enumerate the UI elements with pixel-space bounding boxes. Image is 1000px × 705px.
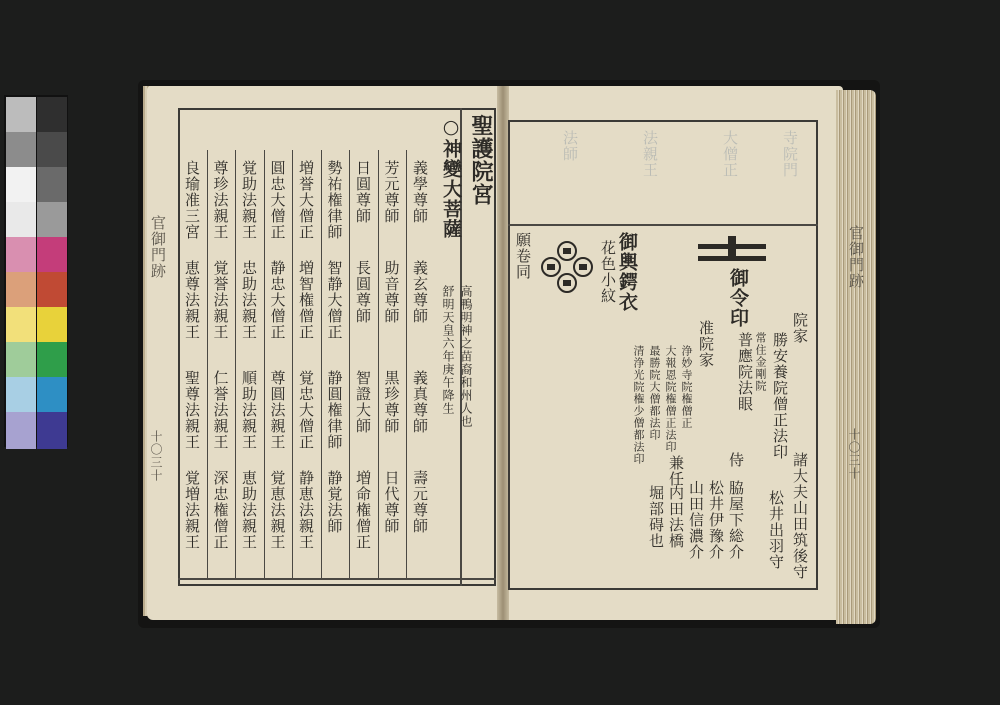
family-crest-icon <box>696 236 768 266</box>
shodaibu-member: 松井出羽守 <box>767 490 785 570</box>
column-divider <box>406 150 407 578</box>
color-calibration-chart <box>4 95 68 447</box>
samurai-label: 侍 <box>727 452 745 468</box>
palanquin-note: 花色小紋 <box>599 240 617 304</box>
calibration-swatch <box>6 167 36 204</box>
calibration-swatch <box>37 412 67 449</box>
calibration-swatch <box>6 237 36 274</box>
calibration-swatch <box>6 412 36 449</box>
lineage-name: 覚忠大僧正 <box>297 370 315 450</box>
calibration-swatch <box>37 97 67 134</box>
column-divider <box>207 150 208 578</box>
calibration-swatch <box>37 132 67 169</box>
lineage-name: 静覚法師 <box>325 470 344 534</box>
crest-label: 御令印 <box>727 268 749 328</box>
column-divider <box>235 150 236 578</box>
samurai-member: 山田信濃介 <box>687 480 705 560</box>
column-divider <box>378 150 379 578</box>
bleed-through-text: 寺院門 <box>781 130 799 178</box>
lineage-name: 恵尊法親王 <box>183 260 201 340</box>
kenjo-label: 兼任 <box>667 455 685 487</box>
lineage-name: 覚増法親王 <box>183 470 201 550</box>
right-side-number: 十〇三十 <box>847 428 861 480</box>
shodaibu-label: 諸大夫 <box>791 452 809 500</box>
lineage-name: 覚助法親王 <box>240 160 258 240</box>
lineage-name: 仁誉法親王 <box>211 370 230 450</box>
lineage-name: 芳元尊師 <box>382 160 401 224</box>
lineage-name: 覚恵法親王 <box>268 470 287 550</box>
lineage-name: 増命権僧正 <box>354 470 372 550</box>
lineage-name: 恵助法親王 <box>240 470 258 550</box>
lineage-name: 長圓尊師 <box>354 260 372 324</box>
calibration-swatch <box>6 202 36 239</box>
calibration-swatch <box>37 167 67 204</box>
kenjo-member: 堀部碍也 <box>647 485 665 549</box>
samurai-member: 松井伊豫介 <box>707 480 725 560</box>
shodaibu-member: 山田筑後守 <box>791 500 809 580</box>
column-divider <box>292 150 293 578</box>
lineage-name: 勢祐権律師 <box>325 160 344 240</box>
lineage-name: 増誉大僧正 <box>297 160 315 240</box>
lineage-name: 智證大師 <box>354 370 372 434</box>
palanquin-crest-icon <box>540 240 594 294</box>
bleed-through-text: 法親王 <box>641 130 659 178</box>
right-page-edges <box>836 90 876 624</box>
jun-in-ke-member: 最勝院大僧都法印 <box>648 345 661 441</box>
column-divider <box>264 150 265 578</box>
kenjo-member: 内田法橋 <box>667 485 685 549</box>
left-side-number: 十〇三十 <box>149 430 163 482</box>
bleed-through-text: 大僧正 <box>721 130 739 178</box>
in-ke-label: 院家 <box>791 312 809 344</box>
heading-note-2: 舒明天皇六年庚午降生 <box>441 285 455 415</box>
lineage-name: 義玄尊師 <box>411 260 429 324</box>
calibration-swatch <box>6 377 36 414</box>
lineage-name: 忠助法親王 <box>240 260 258 340</box>
in-ke-member: 常住金剛院 <box>754 332 767 392</box>
calibration-swatch <box>6 97 36 134</box>
jun-in-ke-member: 清浄光院権少僧都法印 <box>632 345 645 465</box>
lineage-name: 覚誉法親王 <box>211 260 230 340</box>
lineage-name: 智静大僧正 <box>325 260 344 340</box>
lineage-name: 順助法親王 <box>240 370 258 450</box>
lineage-name: 義學尊師 <box>411 160 429 224</box>
calibration-swatch <box>37 342 67 379</box>
in-ke-member: 勝安養院僧正法印 <box>771 332 789 460</box>
lineage-name: 尊珍法親王 <box>211 160 230 240</box>
jun-in-ke-member: 大報恩院権僧正法印 <box>664 345 677 453</box>
right-top-rule <box>508 224 818 226</box>
lineage-name: 深忠権僧正 <box>211 470 230 550</box>
column-divider <box>349 150 350 578</box>
calibration-swatch <box>37 377 67 414</box>
lineage-name: 助音尊師 <box>382 260 401 324</box>
in-ke-member: 普應院法眼 <box>736 332 754 412</box>
calibration-swatch <box>37 202 67 239</box>
palanquin-note-2: 願卷同 <box>514 232 532 280</box>
lineage-name: 日代尊師 <box>382 470 401 534</box>
calibration-swatch <box>6 272 36 309</box>
heading-shinpen-daibosatsu: ○神變大菩薩 <box>440 116 462 239</box>
column-divider <box>321 150 322 578</box>
palanquin-label: 御輿鍔衣 <box>616 232 638 312</box>
lineage-name: 静忠大僧正 <box>268 260 287 340</box>
lineage-name: 義真尊師 <box>411 370 429 434</box>
calibration-swatch <box>37 237 67 274</box>
lineage-name: 良瑜准三宮 <box>183 160 201 240</box>
lineage-name: 静圓権律師 <box>325 370 344 450</box>
lineage-name: 増智権僧正 <box>297 260 315 340</box>
right-side-title: 官御門跡 <box>847 225 865 289</box>
jun-in-ke-member: 浄妙寺院権僧正 <box>680 345 693 429</box>
lineage-name: 尊圓法親王 <box>268 370 287 450</box>
calibration-swatch <box>37 272 67 309</box>
left-side-title: 官御門跡 <box>149 215 167 279</box>
lineage-name: 聖尊法親王 <box>183 370 201 450</box>
left-bottom-rule <box>178 578 496 580</box>
lineage-name: 日圓尊師 <box>354 160 372 224</box>
jun-in-ke-label: 准院家 <box>697 320 715 368</box>
calibration-swatch <box>6 342 36 379</box>
lineage-name: 圓忠大僧正 <box>268 160 287 240</box>
lineage-name: 壽元尊師 <box>411 470 429 534</box>
calibration-swatch <box>6 307 36 344</box>
bleed-through-text: 法師 <box>561 130 579 162</box>
heading-note-1: 高鴨明神之苗裔和州人也 <box>459 285 473 428</box>
samurai-member: 脇屋下総介 <box>727 480 745 560</box>
calibration-swatch <box>37 307 67 344</box>
page-title: 聖護院宮 <box>468 114 494 206</box>
lineage-name: 静恵法親王 <box>297 470 315 550</box>
lineage-name: 黒珍尊師 <box>382 370 401 434</box>
calibration-swatch <box>6 132 36 169</box>
